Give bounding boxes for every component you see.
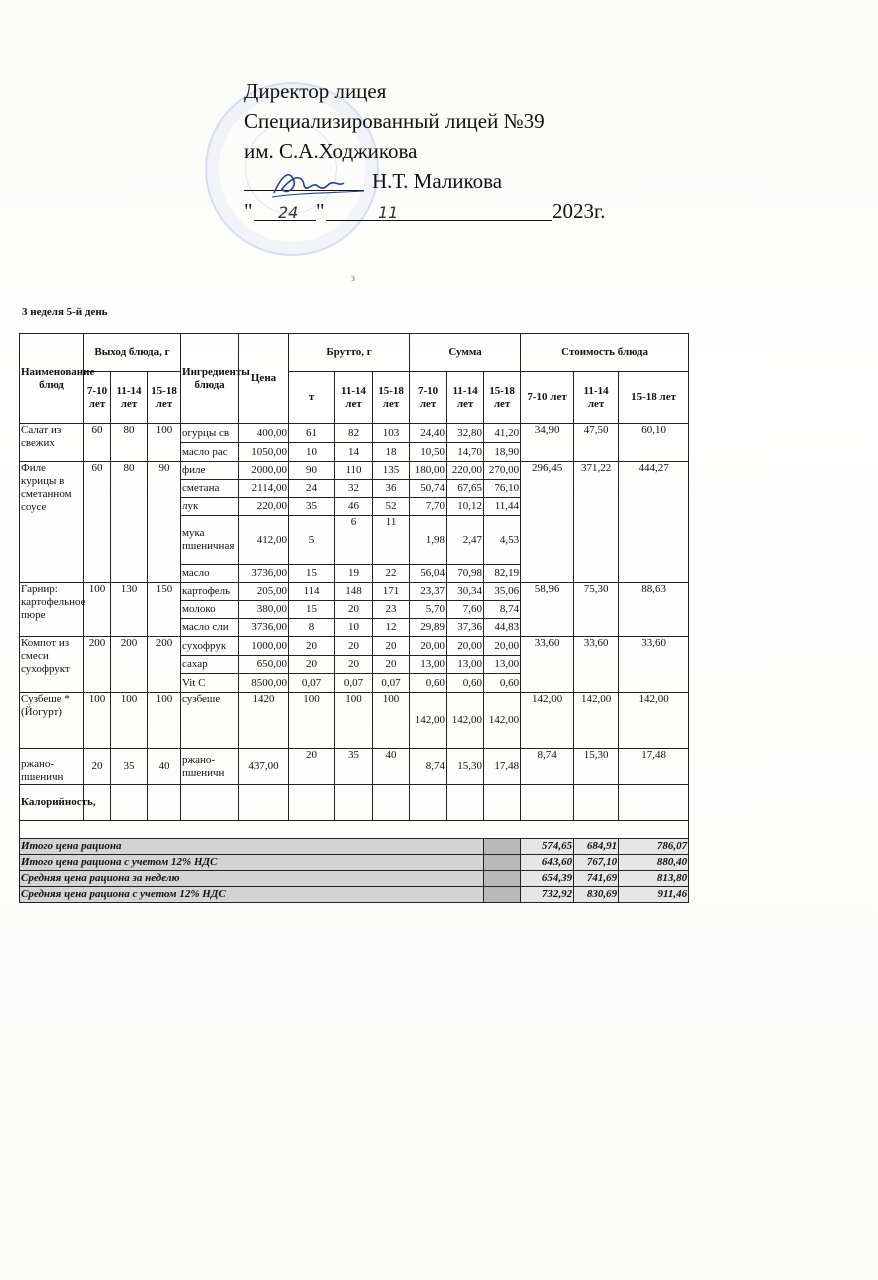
col-header-sum: Сумма xyxy=(410,334,521,372)
empty-cell xyxy=(181,785,239,821)
dish-output-11-14: 80 xyxy=(111,424,148,462)
sum-11-14: 14,70 xyxy=(447,443,484,462)
gross-7-10: 24 xyxy=(289,480,335,498)
sum-7-10: 56,04 xyxy=(410,565,447,583)
sum-11-14: 142,00 xyxy=(447,693,484,749)
gross-15-18: 11 xyxy=(373,516,410,565)
sum-11-14: 15,30 xyxy=(447,749,484,785)
dish-output-11-14: 130 xyxy=(111,583,148,637)
approval-title: Директор лицея xyxy=(244,79,387,103)
gross-15-18: 18 xyxy=(373,443,410,462)
table-row xyxy=(20,749,689,785)
dish-cost-11-14: 371,22 xyxy=(574,462,619,583)
dish-cost-11-14: 15,30 xyxy=(574,749,619,785)
dish-cost-15-18: 33,60 xyxy=(619,637,689,693)
empty-cell xyxy=(521,785,574,821)
ingredient-price: 380,00 xyxy=(239,601,289,619)
ingredient-name: сахар xyxy=(181,656,239,674)
col-header-sum-15-18: 15-18 лет xyxy=(484,372,521,424)
col-header-ingredients: Ингредиенты блюда xyxy=(181,334,239,424)
gross-7-10: 20 xyxy=(289,656,335,674)
ingredient-name: молоко xyxy=(181,601,239,619)
sum-11-14: 7,60 xyxy=(447,601,484,619)
gross-15-18: 103 xyxy=(373,424,410,443)
col-header-name: Наименование блюд xyxy=(20,334,84,424)
gross-15-18: 52 xyxy=(373,498,410,516)
dish-output-15-18: 200 xyxy=(148,637,181,693)
ingredient-price: 650,00 xyxy=(239,656,289,674)
sum-15-18: 82,19 xyxy=(484,565,521,583)
col-header-gross-15-18: 15-18 лет xyxy=(373,372,410,424)
sum-11-14: 13,00 xyxy=(447,656,484,674)
dish-output-11-14: 80 xyxy=(111,462,148,583)
gross-7-10: 100 xyxy=(289,693,335,749)
dish-cost-7-10: 296,45 xyxy=(521,462,574,583)
ingredient-price: 2114,00 xyxy=(239,480,289,498)
ingredient-price: 400,00 xyxy=(239,424,289,443)
ingredient-name: огурцы св xyxy=(181,424,239,443)
ingredient-name: сузбеше xyxy=(181,693,239,749)
approval-org: Специализированный лицей №39 xyxy=(244,109,545,133)
empty-cell xyxy=(148,785,181,821)
total-label: Средняя цена рациона за неделю xyxy=(20,871,484,887)
gross-15-18: 0,07 xyxy=(373,674,410,693)
gross-11-14: 10 xyxy=(335,619,373,637)
total-label: Итого цена рациона xyxy=(20,839,484,855)
sum-11-14: 67,65 xyxy=(447,480,484,498)
empty-cell xyxy=(111,785,148,821)
sum-15-18: 41,20 xyxy=(484,424,521,443)
sum-15-18: 13,00 xyxy=(484,656,521,674)
dish-name: Гарнир: картофельное пюре xyxy=(20,583,84,637)
table-row xyxy=(20,583,689,601)
dish-output-11-14: 200 xyxy=(111,637,148,693)
ingredient-name: масло сли xyxy=(181,619,239,637)
col-header-gross-t: т xyxy=(289,372,335,424)
empty-cell xyxy=(447,785,484,821)
dish-output-7-10: 100 xyxy=(84,583,111,637)
handwritten-signature xyxy=(268,163,378,203)
sum-15-18: 20,00 xyxy=(484,637,521,656)
ingredient-price: 437,00 xyxy=(239,749,289,785)
sum-11-14: 30,34 xyxy=(447,583,484,601)
sum-7-10: 24,40 xyxy=(410,424,447,443)
sum-7-10: 180,00 xyxy=(410,462,447,480)
col-header-cost-7-10: 7-10 лет xyxy=(521,372,574,424)
approval-org-name: им. С.А.Ходжикова xyxy=(244,139,418,163)
dish-cost-15-18: 17,48 xyxy=(619,749,689,785)
sum-15-18: 142,00 xyxy=(484,693,521,749)
sum-7-10: 8,74 xyxy=(410,749,447,785)
col-header-gross-11-14: 11-14 лет xyxy=(335,372,373,424)
gross-7-10: 61 xyxy=(289,424,335,443)
header-row-1 xyxy=(20,334,689,372)
ingredient-name: сметана xyxy=(181,480,239,498)
ingredient-price: 1050,00 xyxy=(239,443,289,462)
sum-11-14: 10,12 xyxy=(447,498,484,516)
total-7-10: 643,60 xyxy=(521,855,574,871)
gross-11-14: 82 xyxy=(335,424,373,443)
ingredient-price: 1420 xyxy=(239,693,289,749)
total-11-14: 830,69 xyxy=(574,887,619,903)
gross-15-18: 20 xyxy=(373,656,410,674)
small-mark: з xyxy=(351,273,355,284)
dish-cost-15-18: 444,27 xyxy=(619,462,689,583)
gross-7-10: 8 xyxy=(289,619,335,637)
sum-7-10: 23,37 xyxy=(410,583,447,601)
gross-11-14: 20 xyxy=(335,656,373,674)
ingredient-name: сухофрук xyxy=(181,637,239,656)
col-header-sum-11-14: 11-14 лет xyxy=(447,372,484,424)
total-15-18: 880,40 xyxy=(619,855,689,871)
sum-15-18: 17,48 xyxy=(484,749,521,785)
gross-15-18: 20 xyxy=(373,637,410,656)
ingredient-name: филе xyxy=(181,462,239,480)
sum-11-14: 37,36 xyxy=(447,619,484,637)
col-header-out-11-14: 11-14 лет xyxy=(111,372,148,424)
gross-15-18: 12 xyxy=(373,619,410,637)
dish-cost-11-14: 47,50 xyxy=(574,424,619,462)
empty-cell xyxy=(574,785,619,821)
gross-11-14: 35 xyxy=(335,749,373,785)
sum-15-18: 18,90 xyxy=(484,443,521,462)
ingredient-name: лук xyxy=(181,498,239,516)
dish-cost-7-10: 34,90 xyxy=(521,424,574,462)
dish-name: Компот из смеси сухофрукт xyxy=(20,637,84,693)
total-7-10: 654,39 xyxy=(521,871,574,887)
dish-output-11-14: 100 xyxy=(111,693,148,749)
date-quote-open: " xyxy=(244,199,253,223)
dish-cost-7-10: 33,60 xyxy=(521,637,574,693)
gross-7-10: 0,07 xyxy=(289,674,335,693)
sum-15-18: 8,74 xyxy=(484,601,521,619)
col-header-cost-15-18: 15-18 лет xyxy=(619,372,689,424)
gross-7-10: 10 xyxy=(289,443,335,462)
gross-15-18: 22 xyxy=(373,565,410,583)
sum-7-10: 13,00 xyxy=(410,656,447,674)
date-year: 2023г. xyxy=(552,199,606,223)
total-7-10: 574,65 xyxy=(521,839,574,855)
ingredient-price: 3736,00 xyxy=(239,565,289,583)
gross-11-14: 20 xyxy=(335,601,373,619)
sum-11-14: 220,00 xyxy=(447,462,484,480)
dish-output-15-18: 100 xyxy=(148,693,181,749)
col-header-price: Цена xyxy=(239,334,289,424)
gross-7-10: 15 xyxy=(289,601,335,619)
sum-15-18: 4,53 xyxy=(484,516,521,565)
total-15-18: 813,80 xyxy=(619,871,689,887)
sum-11-14: 32,80 xyxy=(447,424,484,443)
col-header-gross: Брутто, г xyxy=(289,334,410,372)
ingredient-price: 3736,00 xyxy=(239,619,289,637)
col-header-out-15-18: 15-18 лет xyxy=(148,372,181,424)
sum-7-10: 50,74 xyxy=(410,480,447,498)
dish-output-15-18: 90 xyxy=(148,462,181,583)
total-label: Средняя цена рациона с учетом 12% НДС xyxy=(20,887,484,903)
date-quote-close: " xyxy=(316,199,325,223)
sum-15-18: 44,83 xyxy=(484,619,521,637)
gross-15-18: 171 xyxy=(373,583,410,601)
gross-15-18: 36 xyxy=(373,480,410,498)
total-7-10: 732,92 xyxy=(521,887,574,903)
ingredient-name: мука пшеничная xyxy=(181,516,239,565)
approval-block xyxy=(244,76,606,226)
gross-11-14: 148 xyxy=(335,583,373,601)
total-11-14: 684,91 xyxy=(574,839,619,855)
gross-7-10: 35 xyxy=(289,498,335,516)
menu-table xyxy=(19,333,689,903)
sum-7-10: 0,60 xyxy=(410,674,447,693)
col-header-output: Выход блюда, г xyxy=(84,334,181,372)
ingredient-name: масло xyxy=(181,565,239,583)
ingredient-price: 412,00 xyxy=(239,516,289,565)
empty-cell xyxy=(484,855,521,871)
empty-cell xyxy=(335,785,373,821)
gross-11-14: 19 xyxy=(335,565,373,583)
total-row xyxy=(20,855,689,871)
dish-cost-15-18: 88,63 xyxy=(619,583,689,637)
table-row xyxy=(20,462,689,480)
ingredient-price: 8500,00 xyxy=(239,674,289,693)
dish-output-11-14: 35 xyxy=(111,749,148,785)
gross-11-14: 110 xyxy=(335,462,373,480)
col-header-sum-7-10: 7-10 лет xyxy=(410,372,447,424)
dish-output-7-10: 60 xyxy=(84,462,111,583)
col-header-cost: Стоимость блюда xyxy=(521,334,689,372)
dish-output-7-10: 200 xyxy=(84,637,111,693)
sum-7-10: 7,70 xyxy=(410,498,447,516)
sum-7-10: 1,98 xyxy=(410,516,447,565)
header-row-2 xyxy=(20,372,689,424)
total-row xyxy=(20,871,689,887)
sum-11-14: 0,60 xyxy=(447,674,484,693)
date-underline-month xyxy=(326,220,552,221)
total-row xyxy=(20,887,689,903)
gross-11-14: 6 xyxy=(335,516,373,565)
gross-7-10: 20 xyxy=(289,637,335,656)
sum-11-14: 20,00 xyxy=(447,637,484,656)
sum-7-10: 10,50 xyxy=(410,443,447,462)
dish-output-15-18: 100 xyxy=(148,424,181,462)
gross-7-10: 15 xyxy=(289,565,335,583)
gross-11-14: 14 xyxy=(335,443,373,462)
empty-cell xyxy=(410,785,447,821)
gross-7-10: 5 xyxy=(289,516,335,565)
col-header-out-7-10: 7-10 лет xyxy=(84,372,111,424)
sum-11-14: 70,98 xyxy=(447,565,484,583)
dish-cost-15-18: 142,00 xyxy=(619,693,689,749)
dish-cost-11-14: 142,00 xyxy=(574,693,619,749)
gross-15-18: 135 xyxy=(373,462,410,480)
empty-cell xyxy=(484,785,521,821)
empty-cell xyxy=(289,785,335,821)
dish-output-7-10: 100 xyxy=(84,693,111,749)
gross-11-14: 46 xyxy=(335,498,373,516)
gross-7-10: 20 xyxy=(289,749,335,785)
total-11-14: 741,69 xyxy=(574,871,619,887)
total-row xyxy=(20,839,689,855)
calorie-row xyxy=(20,785,689,821)
spacer-row xyxy=(20,821,689,839)
total-11-14: 767,10 xyxy=(574,855,619,871)
sum-7-10: 20,00 xyxy=(410,637,447,656)
sum-15-18: 35,06 xyxy=(484,583,521,601)
dish-cost-15-18: 60,10 xyxy=(619,424,689,462)
date-day: 24 xyxy=(278,203,299,222)
ingredient-price: 1000,00 xyxy=(239,637,289,656)
ingredient-name: ржано-пшеничн xyxy=(181,749,239,785)
gross-11-14: 0,07 xyxy=(335,674,373,693)
sum-15-18: 270,00 xyxy=(484,462,521,480)
table-row xyxy=(20,637,689,656)
sum-15-18: 0,60 xyxy=(484,674,521,693)
gross-7-10: 114 xyxy=(289,583,335,601)
dish-output-15-18: 40 xyxy=(148,749,181,785)
dish-output-7-10: 60 xyxy=(84,424,111,462)
gross-15-18: 23 xyxy=(373,601,410,619)
signer-name: Н.Т. Маликова xyxy=(372,169,503,193)
sum-11-14: 2,47 xyxy=(447,516,484,565)
empty-cell xyxy=(484,839,521,855)
dish-cost-7-10: 58,96 xyxy=(521,583,574,637)
empty-cell xyxy=(484,887,521,903)
empty-cell xyxy=(619,785,689,821)
sum-7-10: 5,70 xyxy=(410,601,447,619)
calorie-label: Калорийность, xyxy=(20,785,84,821)
gross-15-18: 100 xyxy=(373,693,410,749)
empty-cell xyxy=(20,821,689,839)
ingredient-price: 220,00 xyxy=(239,498,289,516)
date-underline-day xyxy=(254,220,316,221)
gross-11-14: 32 xyxy=(335,480,373,498)
ingredient-price: 205,00 xyxy=(239,583,289,601)
dish-cost-11-14: 33,60 xyxy=(574,637,619,693)
dish-name: Салат из свежих xyxy=(20,424,84,462)
ingredient-name: Vit C xyxy=(181,674,239,693)
col-header-cost-11-14: 11-14 лет xyxy=(574,372,619,424)
total-15-18: 911,46 xyxy=(619,887,689,903)
sum-15-18: 11,44 xyxy=(484,498,521,516)
sum-7-10: 142,00 xyxy=(410,693,447,749)
ingredient-name: масло рас xyxy=(181,443,239,462)
dish-output-15-18: 150 xyxy=(148,583,181,637)
dish-name: ржано-пшеничн xyxy=(20,749,84,785)
table-row xyxy=(20,693,689,749)
table-row xyxy=(20,424,689,443)
gross-7-10: 90 xyxy=(289,462,335,480)
date-month: 11 xyxy=(378,203,399,222)
gross-15-18: 40 xyxy=(373,749,410,785)
empty-cell xyxy=(484,871,521,887)
dish-output-7-10: 20 xyxy=(84,749,111,785)
dish-cost-7-10: 142,00 xyxy=(521,693,574,749)
dish-name: Филе курицы в сметанном соусе xyxy=(20,462,84,583)
empty-cell xyxy=(239,785,289,821)
sum-15-18: 76,10 xyxy=(484,480,521,498)
gross-11-14: 20 xyxy=(335,637,373,656)
total-15-18: 786,07 xyxy=(619,839,689,855)
empty-cell xyxy=(373,785,410,821)
ingredient-price: 2000,00 xyxy=(239,462,289,480)
dish-cost-7-10: 8,74 xyxy=(521,749,574,785)
dish-name: Сузбеше *(Йогурт) xyxy=(20,693,84,749)
gross-11-14: 100 xyxy=(335,693,373,749)
dish-cost-11-14: 75,30 xyxy=(574,583,619,637)
sum-7-10: 29,89 xyxy=(410,619,447,637)
ingredient-name: картофель xyxy=(181,583,239,601)
week-label: 3 неделя 5-й день xyxy=(22,306,108,318)
total-label: Итого цена рациона с учетом 12% НДС xyxy=(20,855,484,871)
